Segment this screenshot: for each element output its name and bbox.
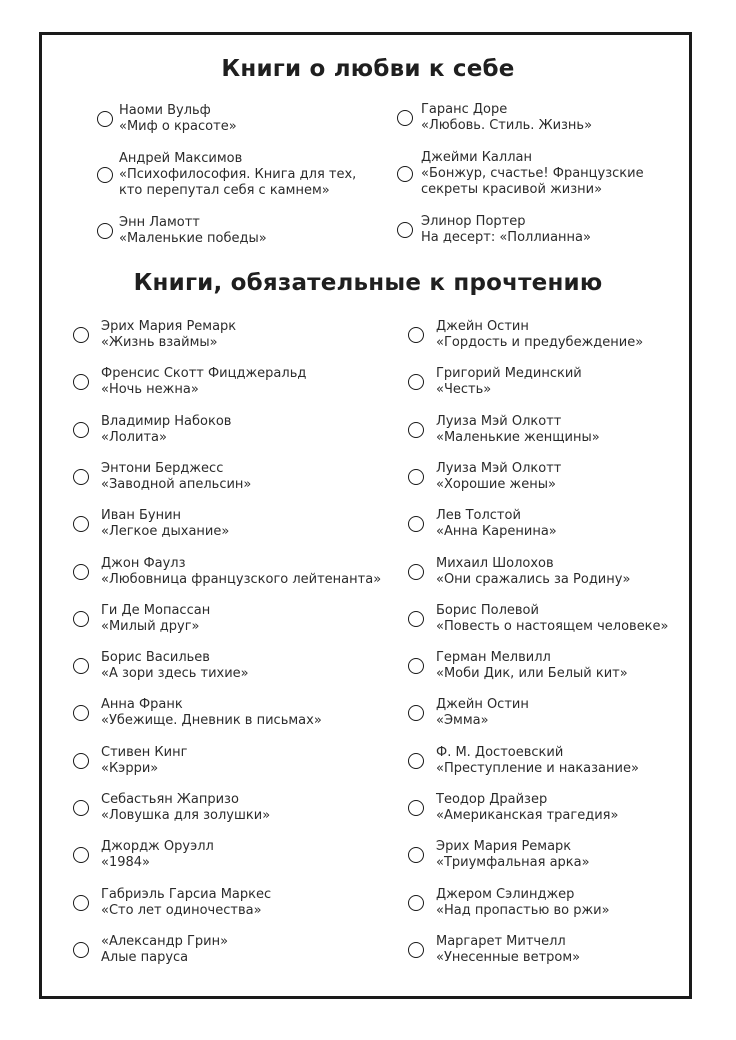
book-author: Герман Мелвилл bbox=[436, 650, 551, 666]
book-author: Элинор Портер bbox=[421, 214, 526, 229]
checkbox-circle[interactable] bbox=[397, 166, 413, 182]
book-title: «Бонжур, счастье! Французские bbox=[421, 166, 644, 181]
book-entry bbox=[119, 151, 356, 199]
book-author: Михаил Шолохов bbox=[436, 555, 554, 571]
book-author: Эрих Мария Ремарк bbox=[101, 319, 237, 334]
book-entry bbox=[101, 839, 214, 871]
book-title: «Хорошие жены» bbox=[436, 476, 556, 492]
book-entry bbox=[101, 508, 229, 540]
checkbox-circle[interactable] bbox=[408, 327, 424, 343]
book-entry bbox=[101, 650, 249, 682]
book-author: Себастьян Жапризо bbox=[101, 792, 239, 807]
book-author: Габриэль Гарсиа Маркес bbox=[101, 886, 272, 902]
book-entry bbox=[436, 792, 618, 824]
checkbox-circle[interactable] bbox=[73, 753, 89, 769]
book-title: «Сто лет одиночества» bbox=[101, 902, 262, 918]
book-author: Теодор Драйзер bbox=[436, 792, 548, 807]
book-author: Ги Де Мопассан bbox=[101, 602, 211, 618]
book-entry bbox=[101, 697, 322, 729]
book-title: «Убежище. Дневник в письмах» bbox=[101, 713, 322, 729]
book-author: Энтони Берджесс bbox=[101, 460, 224, 476]
checkbox-circle[interactable] bbox=[397, 222, 413, 238]
book-title: «Любовница французского лейтенанта» bbox=[101, 571, 382, 587]
checkbox-circle[interactable] bbox=[73, 564, 89, 580]
book-author: Ф. М. Достоевский bbox=[436, 744, 564, 760]
checkbox-circle[interactable] bbox=[408, 942, 424, 958]
book-title: «Миф о красоте» bbox=[119, 119, 237, 134]
book-author: Луиза Мэй Олкотт bbox=[436, 460, 562, 476]
book-entry bbox=[436, 508, 557, 540]
checkbox-circle[interactable] bbox=[408, 422, 424, 438]
book-title: «Легкое дыхание» bbox=[101, 524, 230, 540]
checkbox-circle[interactable] bbox=[73, 800, 89, 816]
book-author: Джордж Оруэлл bbox=[101, 839, 214, 855]
checkbox-circle[interactable] bbox=[73, 658, 89, 674]
book-title: «Ночь нежна» bbox=[101, 382, 199, 398]
book-author: Луиза Мэй Олкотт bbox=[436, 413, 562, 429]
book-title: «А зори здесь тихие» bbox=[101, 666, 249, 682]
book-author: Лев Толстой bbox=[436, 508, 521, 524]
book-author: Джейми Каллан bbox=[421, 150, 532, 165]
checkbox-circle[interactable] bbox=[408, 800, 424, 816]
book-title: «Честь» bbox=[436, 382, 492, 398]
book-author: Григорий Мединский bbox=[436, 366, 582, 382]
section-title-must-read: Книги, обязательные к прочтению bbox=[133, 270, 603, 296]
book-author: Анна Франк bbox=[101, 697, 183, 713]
checkbox-circle[interactable] bbox=[408, 564, 424, 580]
book-entry bbox=[436, 414, 600, 446]
book-entry bbox=[101, 414, 231, 446]
book-title: «Гордость и предубеждение» bbox=[436, 335, 644, 350]
book-author: Владимир Набоков bbox=[101, 413, 232, 429]
book-title: «Унесенные ветром» bbox=[436, 949, 581, 965]
book-entry bbox=[101, 603, 210, 635]
checkbox-circle[interactable] bbox=[73, 422, 89, 438]
book-entry bbox=[436, 697, 529, 729]
book-title: секреты красивой жизни» bbox=[421, 182, 603, 197]
book-author: Стивен Кинг bbox=[101, 744, 188, 760]
book-title: Алые паруса bbox=[101, 949, 189, 965]
checkbox-circle[interactable] bbox=[97, 223, 113, 239]
checkbox-circle[interactable] bbox=[73, 469, 89, 485]
book-entry bbox=[436, 745, 639, 777]
book-author: Джейн Остин bbox=[436, 319, 529, 334]
book-title: «Маленькие женщины» bbox=[436, 429, 600, 445]
checkbox-circle[interactable] bbox=[73, 895, 89, 911]
book-entry bbox=[101, 319, 236, 351]
book-entry bbox=[436, 461, 561, 493]
checkbox-circle[interactable] bbox=[97, 167, 113, 183]
book-entry bbox=[436, 556, 630, 588]
checkbox-circle[interactable] bbox=[73, 327, 89, 343]
book-entry bbox=[119, 215, 267, 247]
checkbox-circle[interactable] bbox=[73, 611, 89, 627]
book-author: Маргарет Митчелл bbox=[436, 933, 566, 949]
book-title: «Моби Дик, или Белый кит» bbox=[436, 666, 628, 682]
checkbox-circle[interactable] bbox=[73, 942, 89, 958]
book-entry bbox=[101, 556, 381, 588]
book-author: Борис Васильев bbox=[101, 650, 210, 666]
book-title: «Анна Каренина» bbox=[436, 524, 557, 540]
book-title: На десерт: «Поллианна» bbox=[421, 230, 591, 245]
book-entry bbox=[101, 745, 187, 777]
section-title-self-love: Книги о любви к себе bbox=[221, 56, 515, 82]
book-title: «Милый друг» bbox=[101, 618, 200, 634]
checkbox-circle[interactable] bbox=[408, 753, 424, 769]
book-title: «Они сражались за Родину» bbox=[436, 571, 631, 587]
book-entry bbox=[421, 150, 644, 198]
book-title: «Кэрри» bbox=[101, 760, 159, 776]
book-author: Борис Полевой bbox=[436, 602, 539, 618]
checkbox-circle[interactable] bbox=[97, 111, 113, 127]
book-title: кто перепутал себя с камнем» bbox=[119, 183, 330, 198]
book-title: «Психофилософия. Книга для тех, bbox=[119, 167, 357, 182]
book-entry bbox=[436, 319, 643, 351]
book-entry bbox=[436, 366, 582, 398]
book-title: «Лолита» bbox=[101, 429, 167, 445]
book-entry bbox=[119, 103, 237, 135]
checkbox-circle[interactable] bbox=[408, 469, 424, 485]
book-title: «Преступление и наказание» bbox=[436, 760, 639, 776]
book-entry bbox=[421, 214, 591, 246]
book-title: «Маленькие победы» bbox=[119, 231, 267, 246]
book-author: Эрих Мария Ремарк bbox=[436, 839, 572, 855]
book-author: Гаранс Доре bbox=[421, 102, 508, 117]
book-author: «Александр Грин» bbox=[101, 933, 229, 949]
book-title: «Заводной апельсин» bbox=[101, 476, 252, 492]
book-entry bbox=[436, 887, 610, 919]
book-entry bbox=[101, 461, 251, 493]
book-title: «1984» bbox=[101, 855, 150, 871]
book-author: Иван Бунин bbox=[101, 508, 182, 524]
book-author: Энн Ламотт bbox=[119, 215, 200, 230]
book-author: Джейн Остин bbox=[436, 697, 529, 713]
checkbox-circle[interactable] bbox=[397, 110, 413, 126]
book-entry bbox=[436, 650, 628, 682]
book-title: «Эмма» bbox=[436, 713, 489, 729]
book-entry bbox=[101, 366, 306, 398]
checkbox-circle[interactable] bbox=[408, 895, 424, 911]
book-author: Джером Сэлинджер bbox=[436, 886, 575, 902]
book-title: «Жизнь взаймы» bbox=[101, 335, 218, 350]
book-author: Джон Фаулз bbox=[101, 555, 186, 571]
book-entry bbox=[101, 792, 270, 824]
book-title: «Ловушка для золушки» bbox=[101, 808, 271, 823]
book-title: «Над пропастью во ржи» bbox=[436, 902, 610, 918]
book-author: Андрей Максимов bbox=[119, 151, 243, 166]
book-title: «Повесть о настоящем человеке» bbox=[436, 618, 669, 634]
book-entry bbox=[101, 887, 271, 919]
book-author: Френсис Скотт Фицджеральд bbox=[101, 366, 307, 382]
checkbox-circle[interactable] bbox=[408, 611, 424, 627]
book-entry bbox=[436, 934, 580, 966]
book-entry bbox=[101, 934, 228, 966]
book-title: «Американская трагедия» bbox=[436, 808, 619, 823]
book-entry bbox=[436, 603, 669, 635]
book-entry bbox=[436, 839, 590, 871]
checkbox-circle[interactable] bbox=[408, 658, 424, 674]
book-title: «Любовь. Стиль. Жизнь» bbox=[421, 118, 593, 133]
book-title: «Триумфальная арка» bbox=[436, 855, 590, 871]
book-entry bbox=[421, 102, 592, 134]
book-author: Наоми Вульф bbox=[119, 103, 211, 118]
